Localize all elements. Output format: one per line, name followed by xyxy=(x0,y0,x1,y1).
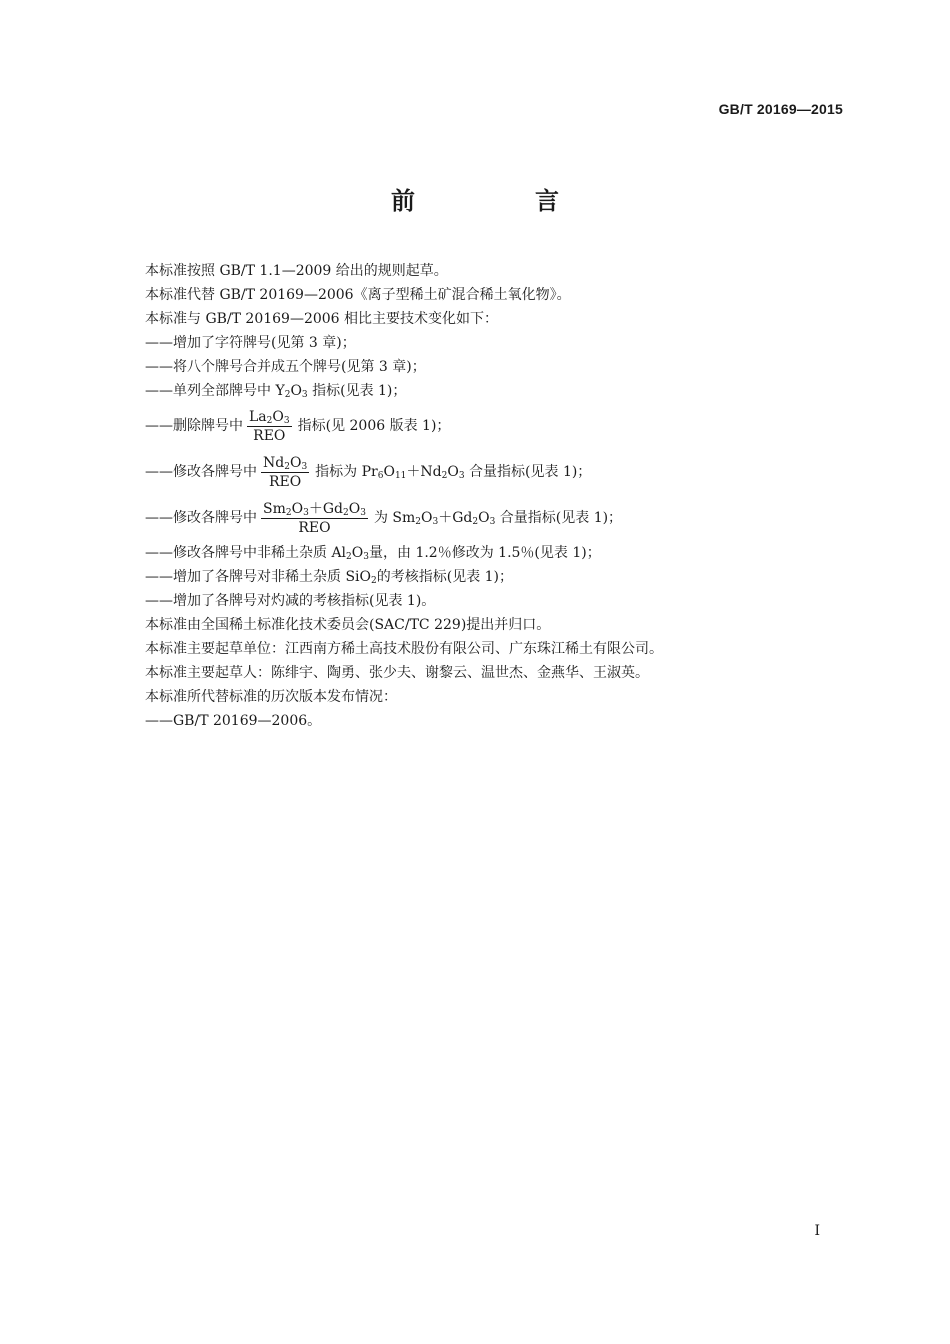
text-fragment: O xyxy=(351,545,364,561)
text-fragment: ——增加了各牌号对非稀土杂质 SiO xyxy=(145,569,371,585)
text-fragment: ——单列全部牌号中 Y xyxy=(145,383,285,399)
text-line: 本标准主要起草单位：江西南方稀土高技术股份有限公司、广东珠江稀土有限公司。 xyxy=(145,641,663,657)
text-line: 本标准代替 GB/T 20169—2006《离子型稀土矿混合稀土氧化物》。 xyxy=(145,287,571,303)
text-line: 本标准主要起草人：陈绯宇、陶勇、张少夫、谢黎云、温世杰、金燕华、王淑英。 xyxy=(145,665,649,681)
foreword-body xyxy=(145,259,845,733)
page-number: Ⅰ xyxy=(814,1223,820,1239)
text-line: ——GB/T 20169—2006。 xyxy=(145,713,322,729)
fraction-numerator: $Nd_2O_3$ xyxy=(263,454,308,472)
text-fragment: 指标(见 2006 版表 1)； xyxy=(297,418,451,434)
fraction-denominator: REO xyxy=(268,473,302,490)
text-fragment: ——修改各牌号中 xyxy=(145,510,257,526)
text-line: 本标准由全国稀土标准化技术委员会(SAC/TC 229)提出并归口。 xyxy=(145,617,551,633)
text-line: 本标准所代替标准的历次版本发布情况： xyxy=(145,689,397,705)
text-line: 本标准按照 GB/T 1.1—2009 给出的规则起草。 xyxy=(145,263,448,279)
fraction-numerator: $Sm_2O_3+Gd_2O_3$ xyxy=(263,500,366,518)
text-fragment: 量，由 1.2％修改为 1.5％(见表 1)； xyxy=(369,545,601,561)
text-line: 本标准与 GB/T 20169—2006 相比主要技术变化如下： xyxy=(145,311,499,327)
al2o3-line xyxy=(145,541,845,565)
text-fragment: ——修改各牌号中 xyxy=(145,464,257,480)
text-fragment: O xyxy=(290,383,302,399)
page-title: 前 言 xyxy=(391,187,607,215)
text-fragment: 的考核指标(见表 1)； xyxy=(376,569,514,585)
text-line: ——增加了各牌号对灼减的考核指标(见表 1)。 xyxy=(145,593,436,609)
fraction-denominator: REO xyxy=(298,519,331,536)
fraction xyxy=(261,500,368,537)
fraction-numerator: $La_2O_3$ xyxy=(249,408,290,426)
text-fragment: ——删除牌号中 xyxy=(145,418,243,434)
sio2-line xyxy=(145,565,845,589)
subscript: 3 xyxy=(301,390,308,400)
y2o3-line xyxy=(145,379,845,403)
subscript: 2 xyxy=(371,576,377,586)
fraction xyxy=(261,454,309,491)
nd2o3-fraction-line xyxy=(145,449,845,495)
la2o3-fraction-line xyxy=(145,403,845,449)
fraction-denominator: REO xyxy=(253,427,286,444)
subscript: 2 xyxy=(346,552,352,562)
sm2o3-gd2o3-fraction-line xyxy=(145,495,845,541)
text-fragment: 指标为 $Pr_6O_{11}+Nd_2O_3$ 合量指标(见表 1)； xyxy=(315,464,592,481)
text-fragment: 指标(见表 1)； xyxy=(307,383,407,399)
subscript: 3 xyxy=(363,552,369,562)
standard-code: GB/T 20169—2015 xyxy=(718,101,843,117)
text-line: ——增加了字符牌号(见第 3 章)； xyxy=(145,335,356,351)
text-fragment: 为 $Sm_2O_3+Gd_2O_3$ 合量指标(见表 1)； xyxy=(373,510,623,527)
subscript: 2 xyxy=(284,390,291,400)
fraction xyxy=(247,408,292,445)
text-fragment: ——修改各牌号中非稀土杂质 Al xyxy=(145,545,347,561)
text-line: ——将八个牌号合并成五个牌号(见第 3 章)； xyxy=(145,359,426,375)
